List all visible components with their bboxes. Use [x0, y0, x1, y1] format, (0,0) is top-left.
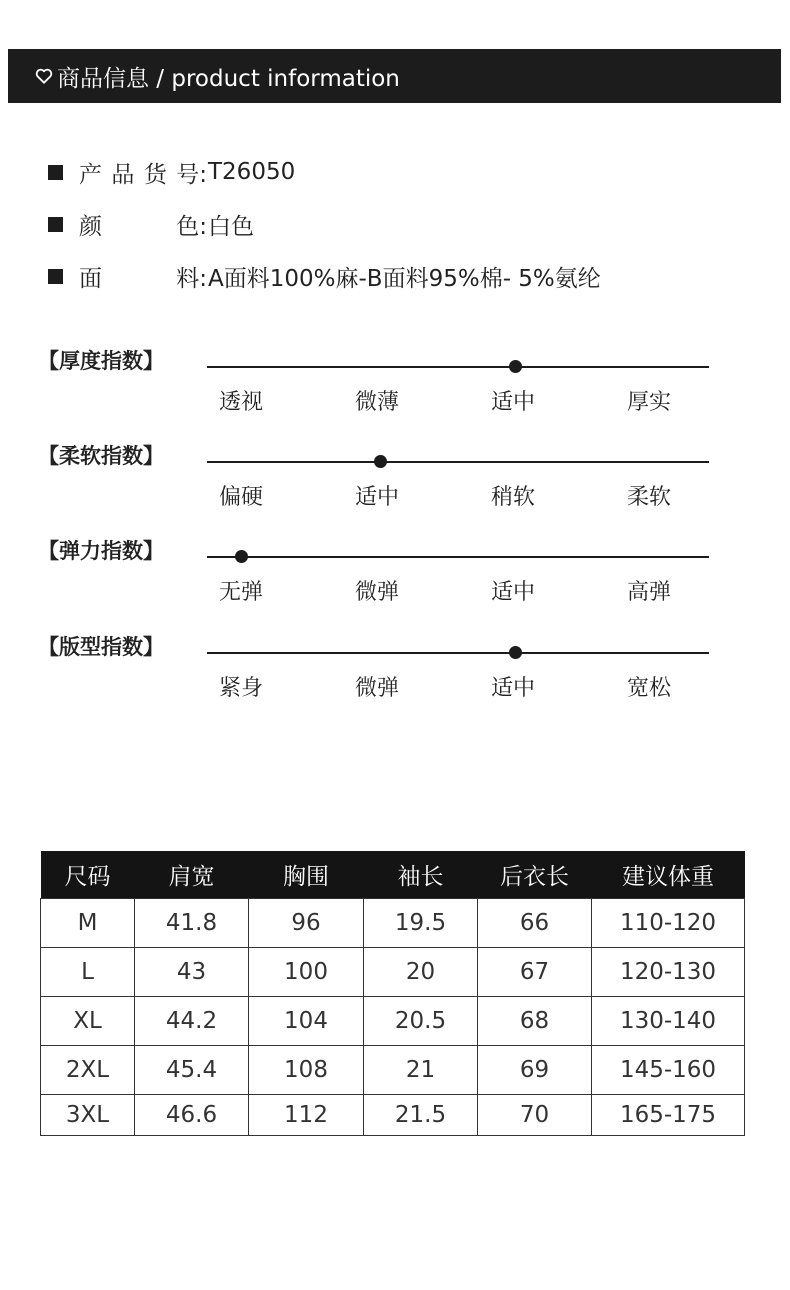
table-cell: 20.5 — [364, 997, 478, 1046]
table-row — [41, 1095, 745, 1136]
index-option-label: 微弹 — [355, 676, 400, 701]
index-scale — [0, 345, 790, 415]
index-scale — [0, 535, 790, 605]
table-cell: 19.5 — [364, 899, 478, 948]
index-option-label: 适中 — [355, 485, 400, 510]
column-header: 袖长 — [364, 851, 478, 899]
column-header: 肩宽 — [135, 851, 249, 899]
index-marker-dot — [374, 455, 387, 468]
index-option-label: 柔软 — [627, 485, 672, 510]
index-option-label: 高弹 — [627, 580, 672, 605]
info-label: 面 料: — [79, 265, 207, 292]
table-cell: 104 — [249, 997, 364, 1046]
info-label: 颜 色: — [79, 213, 207, 240]
index-track — [207, 652, 709, 654]
index-option-label: 紧身 — [219, 676, 264, 701]
table-cell: 108 — [249, 1046, 364, 1095]
index-option-label: 宽松 — [627, 676, 672, 701]
table-cell: 21.5 — [364, 1095, 478, 1136]
square-bullet-icon — [48, 217, 63, 232]
index-track — [207, 556, 709, 558]
table-cell: 100 — [249, 948, 364, 997]
table-cell: 130-140 — [592, 997, 745, 1046]
index-option-label: 适中 — [491, 580, 536, 605]
index-option-label: 稍软 — [491, 485, 536, 510]
column-header: 建议体重 — [592, 851, 745, 899]
table-cell: 70 — [478, 1095, 592, 1136]
index-title: 【版型指数】 — [38, 635, 164, 659]
table-cell: XL — [41, 997, 135, 1046]
table-cell: 46.6 — [135, 1095, 249, 1136]
table-cell: 45.4 — [135, 1046, 249, 1095]
table-header-row — [41, 851, 745, 899]
table-row — [41, 948, 745, 997]
column-header: 后衣长 — [478, 851, 592, 899]
table-cell: 145-160 — [592, 1046, 745, 1095]
square-bullet-icon — [48, 165, 63, 180]
info-label: 产 品 货 号: — [79, 161, 207, 188]
index-option-label: 厚实 — [627, 390, 672, 415]
table-cell: 68 — [478, 997, 592, 1046]
table-cell: 43 — [135, 948, 249, 997]
table-cell: L — [41, 948, 135, 997]
column-header: 胸围 — [249, 851, 364, 899]
table-cell: 110-120 — [592, 899, 745, 948]
index-marker-dot — [509, 360, 522, 373]
table-cell: 66 — [478, 899, 592, 948]
index-option-label: 无弹 — [219, 580, 264, 605]
table-cell: 41.8 — [135, 899, 249, 948]
info-row-fabric — [48, 259, 601, 293]
table-cell: 44.2 — [135, 997, 249, 1046]
index-option-label: 适中 — [491, 676, 536, 701]
table-cell: M — [41, 899, 135, 948]
table-cell: 67 — [478, 948, 592, 997]
info-value: A面料100%麻-B面料95%棉- 5%氨纶 — [208, 265, 601, 292]
index-option-label: 适中 — [491, 390, 536, 415]
info-row-product-code — [48, 155, 295, 189]
table-cell: 2XL — [41, 1046, 135, 1095]
section-title: 商品信息 / product information — [57, 65, 400, 92]
index-title: 【弹力指数】 — [38, 539, 164, 563]
index-option-label: 透视 — [219, 390, 264, 415]
table-cell: 165-175 — [592, 1095, 745, 1136]
index-option-label: 微弹 — [355, 580, 400, 605]
table-row — [41, 1046, 745, 1095]
table-row — [41, 899, 745, 948]
table-row — [41, 997, 745, 1046]
table-cell: 120-130 — [592, 948, 745, 997]
size-table — [40, 851, 745, 1136]
column-header: 尺码 — [41, 851, 135, 899]
section-header — [8, 49, 781, 103]
index-marker-dot — [235, 550, 248, 563]
table-cell: 3XL — [41, 1095, 135, 1136]
index-option-label: 微薄 — [355, 390, 400, 415]
table-cell: 20 — [364, 948, 478, 997]
table-cell: 96 — [249, 899, 364, 948]
table-cell: 21 — [364, 1046, 478, 1095]
table-cell: 69 — [478, 1046, 592, 1095]
index-scale — [0, 440, 790, 510]
index-marker-dot — [509, 646, 522, 659]
index-option-label: 偏硬 — [219, 485, 264, 510]
index-title: 【厚度指数】 — [38, 349, 164, 373]
table-cell: 112 — [249, 1095, 364, 1136]
index-title: 【柔软指数】 — [38, 444, 164, 468]
index-track — [207, 366, 709, 368]
square-bullet-icon — [48, 269, 63, 284]
info-row-color — [48, 207, 254, 241]
index-track — [207, 461, 709, 463]
heart-outline-icon — [34, 66, 54, 86]
info-value: 白色 — [208, 213, 254, 240]
index-scale — [0, 631, 790, 701]
info-value: T26050 — [208, 159, 296, 185]
